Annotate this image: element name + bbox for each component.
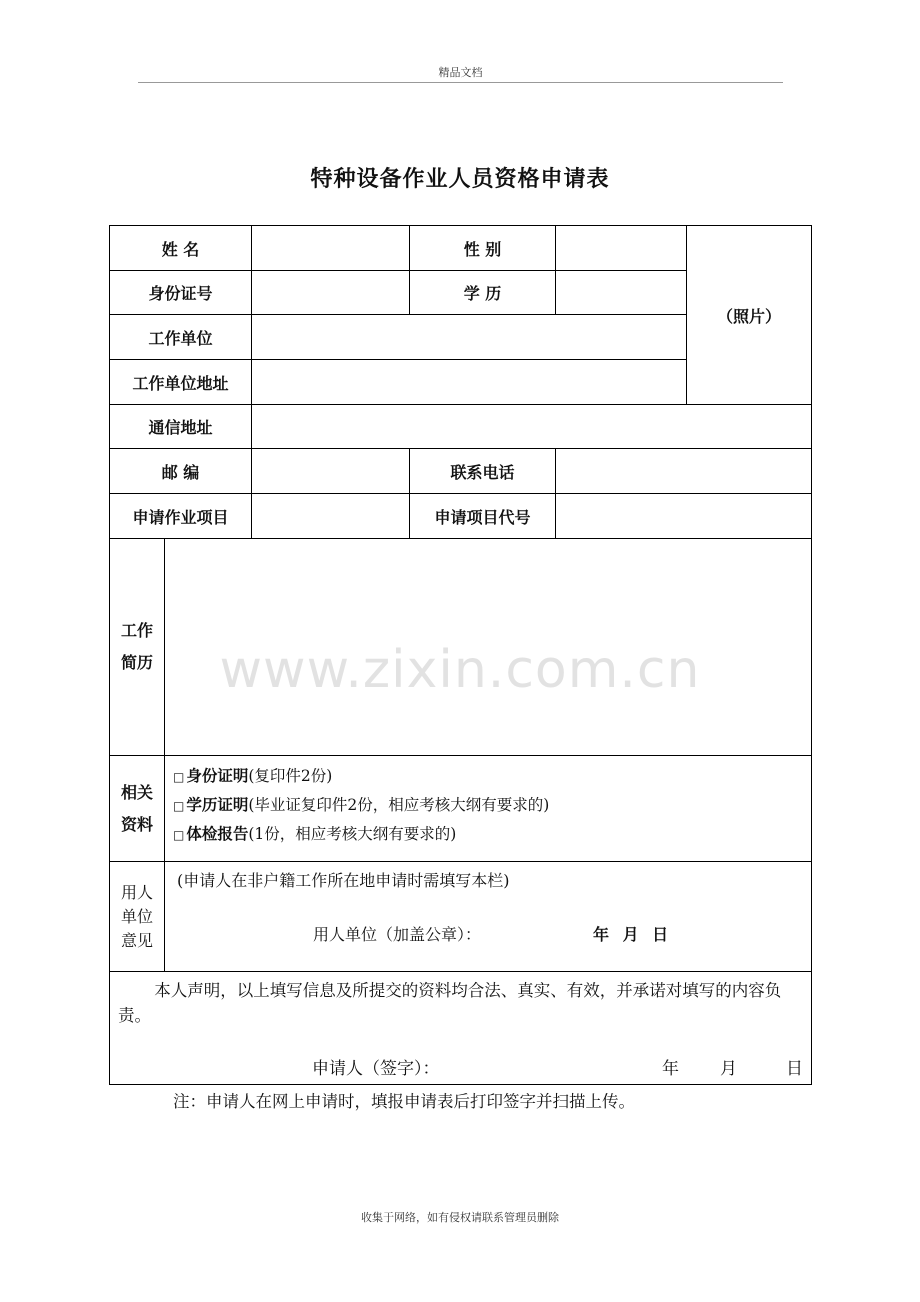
resume-label-line1: 工作 [120, 621, 153, 640]
row-name-gender [110, 226, 812, 271]
employer-opinion-field[interactable] [165, 862, 812, 972]
employer-opinion-label-line3: 意见 [120, 930, 153, 950]
phone-label: 联系电话 [410, 449, 556, 494]
document-note: (毕业证复印件2份，相应考核大纲有要求的) [248, 796, 550, 814]
row-project [110, 494, 812, 539]
documents-label-line1: 相关 [120, 782, 153, 802]
name-field[interactable] [252, 226, 410, 271]
declaration-day-label: 日 [786, 1059, 803, 1079]
footnote: 注：申请人在网上申请时，填报申请表后打印签字并扫描上传。 [173, 1092, 635, 1111]
signature-label: 申请人（签字）： [312, 1059, 440, 1079]
name-label: 姓 名 [110, 226, 252, 271]
row-employer-opinion [110, 862, 812, 972]
id-label: 身份证号 [110, 271, 252, 315]
page-footer: 收集于网络，如有侵权请联系管理员删除 [361, 1211, 559, 1224]
documents-list [165, 756, 812, 862]
employer-field[interactable] [252, 315, 687, 360]
project-field[interactable] [252, 494, 410, 539]
checkbox-icon[interactable]: □ [173, 828, 185, 842]
document-name: 身份证明 [186, 767, 249, 785]
declaration-text: 本人声明，以上填写信息及所提交的资料均合法、真实、有效，并承诺对填写的内容负责。 [118, 981, 782, 1025]
declaration-month-label: 月 [720, 1059, 737, 1079]
gender-label: 性 别 [410, 226, 556, 271]
education-field[interactable] [556, 271, 687, 315]
document-item-education-proof[interactable] [173, 791, 811, 820]
employer-date-label: 年 月 日 [593, 925, 669, 944]
project-code-label: 申请项目代号 [410, 494, 556, 539]
document-item-id-proof[interactable] [173, 762, 811, 791]
mailing-address-label: 通信地址 [110, 405, 252, 449]
resume-label-line2: 简历 [120, 653, 153, 672]
row-mailing-address [110, 405, 812, 449]
documents-label [110, 756, 165, 862]
employer-opinion-label-line2: 单位 [120, 906, 153, 926]
document-name: 学历证明 [186, 796, 249, 814]
checkbox-icon[interactable]: □ [173, 770, 185, 784]
employer-opinion-label-line1: 用人 [120, 882, 153, 902]
project-label: 申请作业项目 [110, 494, 252, 539]
document-name: 体检报告 [186, 825, 249, 843]
id-field[interactable] [252, 271, 410, 315]
document-note: (1份，相应考核大纲有要求的) [248, 825, 457, 843]
employer-opinion-label [110, 862, 165, 972]
phone-field[interactable] [556, 449, 812, 494]
row-declaration [110, 972, 812, 1085]
project-code-field[interactable] [556, 494, 812, 539]
declaration-year-label: 年 [662, 1059, 679, 1079]
employer-address-label: 工作单位地址 [110, 360, 252, 405]
employer-seal-label: 用人单位（加盖公章）： [313, 925, 482, 944]
documents-label-line2: 资料 [120, 814, 153, 834]
row-documents [110, 756, 812, 862]
postcode-field[interactable] [252, 449, 410, 494]
postcode-label: 邮 编 [110, 449, 252, 494]
photo-label: （照片） [717, 306, 782, 326]
document-note: (复印件2份) [248, 767, 333, 785]
document-item-medical-report[interactable] [173, 820, 811, 849]
page-title: 特种设备作业人员资格申请表 [310, 167, 610, 192]
mailing-address-field[interactable] [252, 405, 812, 449]
employer-opinion-note: (申请人在非户籍工作所在地申请时需填写本栏) [177, 871, 510, 890]
checkbox-icon[interactable]: □ [173, 799, 185, 813]
watermark: www.zixin.com.cn [219, 640, 701, 700]
declaration-cell [110, 972, 812, 1085]
employer-address-field[interactable] [252, 360, 687, 405]
page-header: 精品文档 [138, 66, 783, 83]
row-postcode-phone [110, 449, 812, 494]
gender-field[interactable] [556, 226, 687, 271]
education-label: 学 历 [410, 271, 556, 315]
photo-box[interactable] [687, 226, 812, 405]
employer-label: 工作单位 [110, 315, 252, 360]
